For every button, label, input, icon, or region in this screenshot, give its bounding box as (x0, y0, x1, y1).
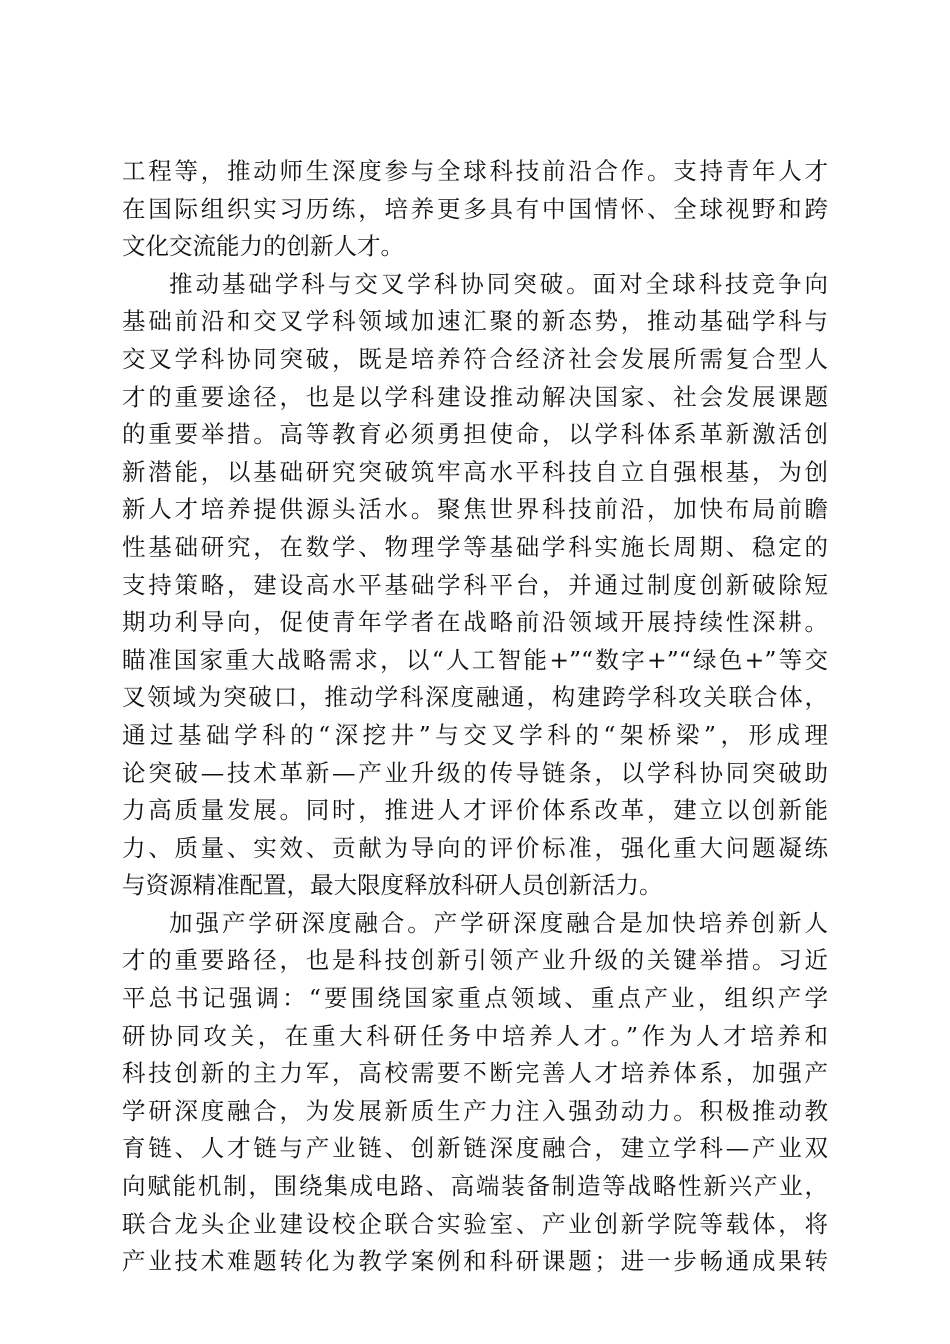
paragraph-2-line-17: 与资源精准配置，最大限度释放科研人员创新活力。 (122, 871, 663, 900)
paragraph-2-line-1: 推动基础学科与交叉学科协同突破。面对全球科技竞争向 (169, 269, 828, 298)
paragraph-2-line-6: 新潜能，以基础研究突破筑牢高水平科技自立自强根基，为创 (122, 457, 828, 486)
paragraph-2-line-3: 交叉学科协同突破，既是培养符合经济社会发展所需复合型人 (122, 344, 828, 373)
paragraph-3-line-10: 产业技术难题转化为教学案例和科研课题；进一步畅通成果转 (122, 1247, 828, 1276)
paragraph-3-line-9: 联合龙头企业建设校企联合实验室、产业创新学院等载体，将 (122, 1209, 828, 1238)
paragraph-2-line-2: 基础前沿和交叉学科领域加速汇聚的新态势，推动基础学科与 (122, 307, 828, 336)
paragraph-2-line-5: 的重要举措。高等教育必须勇担使命，以学科体系革新激活创 (122, 420, 828, 449)
paragraph-2-line-11: 瞄准国家重大战略需求，以“人工智能+”“数字+”“绿色+”等交 (122, 645, 828, 674)
paragraph-3-line-5: 科技创新的主力军，高校需要不断完善人才培养体系，加强产 (122, 1059, 828, 1088)
paragraph-3-line-8: 向赋能机制，围绕集成电路、高端装备制造等战略性新兴产业， (122, 1172, 828, 1201)
paragraph-3-line-3: 平总书记强调：“要围绕国家重点领域、重点产业，组织产学 (122, 984, 828, 1013)
paragraph-2-line-7: 新人才培养提供源头活水。聚焦世界科技前沿，加快布局前瞻 (122, 495, 828, 524)
document-body (122, 153, 828, 1281)
paragraph-3-line-7: 育链、人才链与产业链、创新链深度融合，建立学科—产业双 (122, 1134, 828, 1163)
paragraph-1-line-3: 文化交流能力的创新人才。 (122, 232, 404, 261)
paragraph-2-line-14: 论突破—技术革新—产业升级的传导链条，以学科协同突破助 (122, 758, 828, 787)
paragraph-2-line-4: 才的重要途径，也是以学科建设推动解决国家、社会发展课题 (122, 382, 828, 411)
paragraph-2-line-8: 性基础研究，在数学、物理学等基础学科实施长周期、稳定的 (122, 532, 828, 561)
paragraph-3-line-4: 研协同攻关，在重大科研任务中培养人才。”作为人才培养和 (122, 1021, 828, 1050)
paragraph-3-line-1: 加强产学研深度融合。产学研深度融合是加快培养创新人 (169, 908, 828, 937)
paragraph-1-line-1: 工程等，推动师生深度参与全球科技前沿合作。支持青年人才 (122, 157, 828, 185)
paragraph-3-line-6: 学研深度融合，为发展新质生产力注入强劲动力。积极推动教 (122, 1096, 828, 1125)
paragraph-2-line-13: 通过基础学科的“深挖井”与交叉学科的“架桥梁”，形成理 (122, 720, 828, 749)
paragraph-1-line-2: 在国际组织实习历练，培养更多具有中国情怀、全球视野和跨 (122, 194, 828, 223)
paragraph-2-line-9: 支持策略，建设高水平基础学科平台，并通过制度创新破除短 (122, 570, 828, 599)
paragraph-2-line-10: 期功利导向，促使青年学者在战略前沿领域开展持续性深耕。 (122, 608, 828, 637)
paragraph-2-line-12: 叉领域为突破口，推动学科深度融通，构建跨学科攻关联合体， (122, 683, 828, 712)
paragraph-2-line-16: 力、质量、实效、贡献为导向的评价标准，强化重大问题凝练 (122, 833, 828, 862)
paragraph-2-line-15: 力高质量发展。同时，推进人才评价体系改革，建立以创新能 (122, 796, 828, 825)
paragraph-3-line-2: 才的重要路径，也是科技创新引领产业升级的关键举措。习近 (122, 946, 828, 975)
